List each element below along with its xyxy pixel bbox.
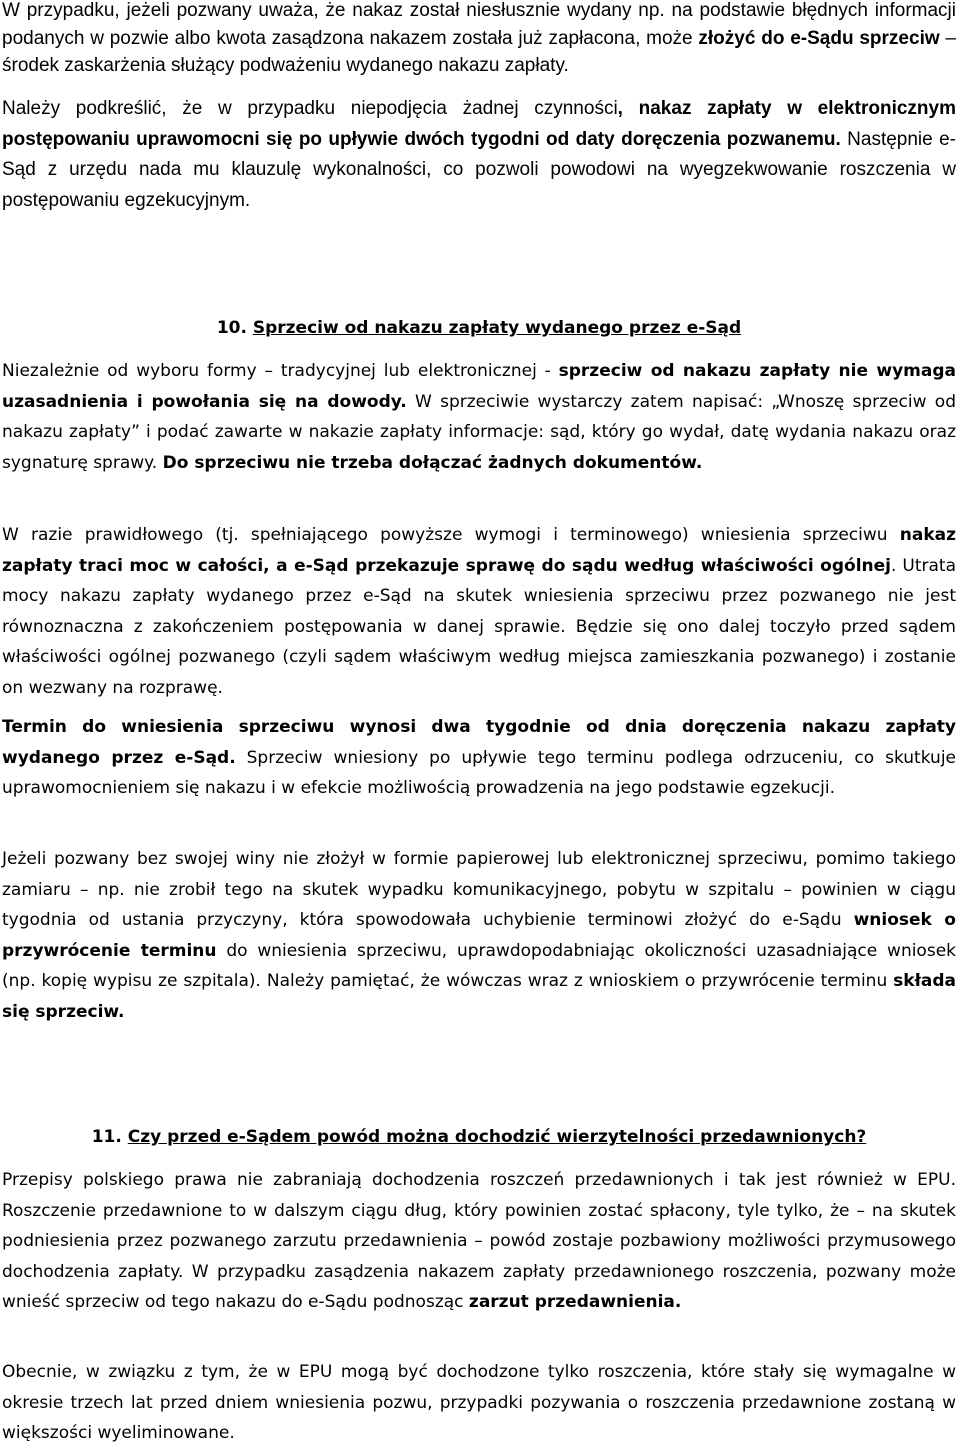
paragraph-niezaleznie xyxy=(2,356,956,478)
paragraph-w-razie xyxy=(2,520,956,703)
paragraph-termin xyxy=(2,712,956,804)
text-span: Należy podkreślić, że w przypadku niepodjęcia żadnej czynności xyxy=(2,98,618,119)
heading-title: Czy przed e-Sądem powód można dochodzić wierzytelności przedawnionych? xyxy=(127,1127,867,1147)
paragraph-uprawomocnienie xyxy=(2,94,956,216)
text-span: Jeżeli pozwany bez swojej winy nie złożył w formie papierowej lub elektronicznej sprzeciwu, pomimo takiego zamiaru – np. nie zrobił tego na skutek wypadku komunikacyjnego, pobytu w szpitalu – powinien w ciągu tygodnia od ustania przyczyny, która spowodowała uchybienie terminowi złożyć do e-Sądu xyxy=(2,849,956,930)
heading-number: 10. xyxy=(216,318,247,338)
text-span: Obecnie, w związku z tym, że w EPU mogą być dochodzone tylko roszczenia, które stały się wymagalne w okresie trzech lat przed dniem wniesienia pozwu, przypadki pozywania o roszczenia przedawnione zostaną w większości wyeliminowane. xyxy=(2,1362,956,1443)
heading-title: Sprzeciw od nakazu zapłaty wydanego przez e-Sąd xyxy=(252,318,742,338)
text-span: – środek zaskarżenia służący podważeniu wydanego nakazu zapłaty. xyxy=(2,27,956,76)
paragraph-przywrocenie xyxy=(2,844,956,1027)
bold-span: wniosek o przywrócenie terminu xyxy=(2,910,956,961)
paragraph-przepisy xyxy=(2,1165,956,1318)
bold-span: Do sprzeciwu nie trzeba dołączać żadnych dokumentów. xyxy=(162,452,703,473)
text-span: W razie prawidłowego (tj. spełniającego powyższe wymogi i terminowego) wniesienia sprzeciwu xyxy=(2,525,900,545)
text-span: W sprzeciwie wystarczy zatem napisać: „Wnoszę sprzeciw od nakazu zapłaty” i podać zawarte w nakazie zapłaty informacje: sąd, który go wydał, datę wydania nakazu oraz sygnaturę sprawy. xyxy=(2,391,956,473)
text-span: . Utrata mocy nakazu zapłaty wydanego przez e-Sąd na skutek wniesienia sprzeciwu przez pozwanego nie jest równoznaczna z zakończeniem postępowania w danej sprawie. Będzie się ono dalej toczyło przed sądem właściwości ogólnej pozwanego (czyli sądem właściwym według miejsca zamieszkania pozwanego) i zostanie on wezwany na rozprawę. xyxy=(2,555,956,698)
bold-span: złożyć do e-Sądu sprzeciw xyxy=(698,27,940,49)
text-span: Sprzeciw wniesiony po upływie tego terminu podlega odrzuceniu, co skutkuje uprawomocnieniem się nakazu i w efekcie możliwością prowadzenia na jego podstawie egzekucji. xyxy=(2,747,957,798)
text-span: W przypadku, jeżeli pozwany uważa, że nakaz został niesłusznie wydany np. na podstawie błędnych informacji podanych w pozwie albo kwota zasądzona nakazem została już zapłacona, może xyxy=(2,0,956,49)
bold-span: składa się sprzeciw. xyxy=(2,971,956,1022)
paragraph-obecnie xyxy=(2,1357,956,1449)
heading-number: 11. xyxy=(91,1127,122,1147)
paragraph-sprzeciw-intro xyxy=(2,0,956,80)
bold-span: Termin do wniesienia sprzeciwu wynosi dwa tygodnie od dnia doręczenia nakazu zapłaty wydanego przez e-Sąd. xyxy=(2,717,956,768)
text-span: Następnie e-Sąd z urzędu nada mu klauzulę wykonalności, co pozwoli powodowi na wyegzekwowanie roszczenia w postępowaniu egzekucyjnym. xyxy=(2,128,956,211)
bold-span: sprzeciw od nakazu zapłaty nie wymaga uzasadnienia i powołania się na dowody. xyxy=(2,361,956,412)
text-span: Przepisy polskiego prawa nie zabraniają dochodzenia roszczeń przedawnionych i tak jest również w EPU. Roszczenie przedawnione to w dalszym ciągu dług, który powinien zostać spłacony, tyle tylko, że – na skutek podniesienia przez pozwanego zarzutu przedawnienia – powód zostaje pozbawiony możliwości przymusowego dochodzenia zapłaty. W przypadku zasądzenia nakazem zapłaty przedawnionego roszczenia, pozwany może wnieść sprzeciw od tego nakazu do e-Sądu podnosząc xyxy=(2,1170,956,1312)
bold-span: , nakaz zapłaty w elektronicznym postępowaniu uprawomocni się po upływie dwóch tygodni od daty doręczenia pozwanemu. xyxy=(2,98,957,150)
section-heading-10 xyxy=(2,313,956,343)
bold-span: zarzut przedawnienia. xyxy=(468,1292,682,1312)
text-span: Niezależnie od wyboru formy – tradycyjnej lub elektronicznej - xyxy=(2,361,559,381)
section-heading-11 xyxy=(2,1122,956,1152)
text-span: do wniesienia sprzeciwu, uprawdopodabniając okoliczności uzasadniające wniosek (np. kopię wypisu ze szpitala). Należy pamiętać, że wówczas wraz z wnioskiem o przywrócenie terminu xyxy=(2,940,956,991)
bold-span: nakaz zapłaty traci moc w całości, a e-Sąd przekazuje sprawę do sądu według właściwości ogólnej xyxy=(2,525,956,576)
